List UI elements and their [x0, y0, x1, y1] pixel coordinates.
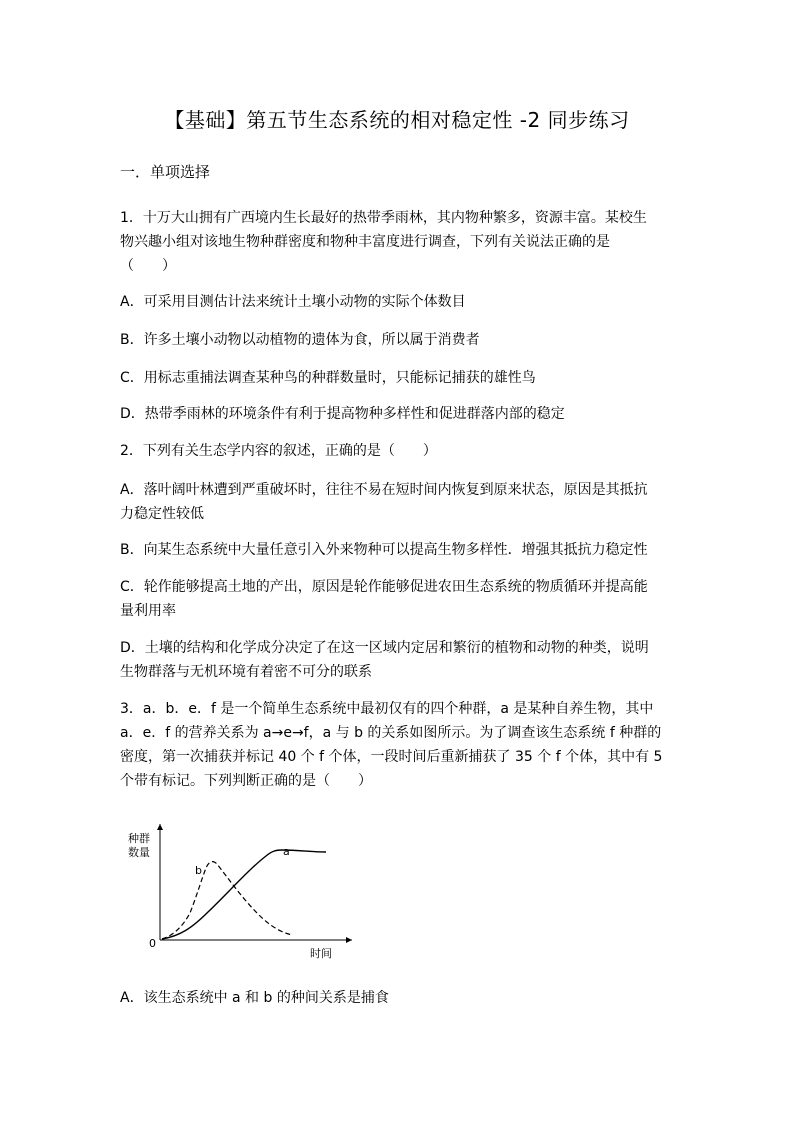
x-axis-label: 时间 [310, 947, 332, 960]
question-1-stem-line-1: 1．十万大山拥有广西境内生长最好的热带季雨林，其内物种繁多，资源丰富。某校生 [120, 210, 647, 226]
question-1-option-d: D．热带季雨林的环境条件有利于提高物种多样性和促进群落内部的稳定 [120, 406, 565, 422]
question-1-stem-line-3: （ ） [120, 258, 176, 274]
question-3-stem-line-1: 3．a．b．e．f 是一个简单生态系统中最初仅有的四个种群，a 是某种自养生物，其中 [120, 701, 654, 717]
origin-label: 0 [149, 937, 156, 950]
curve-b [162, 862, 292, 939]
question-3-stem-line-2: a．e．f 的营养关系为 a→e→f，a 与 b 的关系如图所示。为了调查该生态系统 f 种群的 [120, 725, 662, 741]
question-2-option-b: B．向某生态系统中大量任意引入外来物种可以提高生物多样性．增强其抵抗力稳定性 [120, 542, 648, 558]
y-axis-label-line-2: 数量 [128, 846, 150, 859]
question-2-option-a-line-1: A．落叶阔叶林遭到严重破坏时，往往不易在短时间内恢复到原来状态，原因是其抵抗 [120, 482, 648, 498]
population-curve-figure [120, 818, 370, 963]
question-3-stem-line-4: 个带有标记。下列判断正确的是（ ） [120, 773, 372, 789]
question-1-option-b: B．许多土壤小动物以动植物的遗体为食，所以属于消费者 [120, 332, 480, 348]
question-1-option-c: C．用标志重捕法调查某种鸟的种群数量时，只能标记捕获的雄性鸟 [120, 370, 536, 386]
curve-a-label: a [283, 845, 290, 858]
curve-b-label: b [195, 864, 202, 877]
question-2-option-c-line-2: 量利用率 [120, 603, 176, 619]
question-2-option-c-line-1: C．轮作能够提高土地的产出，原因是轮作能够促进农田生态系统的物质循环并提高能 [120, 579, 648, 595]
question-2-option-d-line-2: 生物群落与无机环境有着密不可分的联系 [120, 664, 372, 680]
question-3-stem-line-3: 密度，第一次捕获并标记 40 个 f 个体，一段时间后重新捕获了 35 个 f 个体，其中有 5 [120, 749, 663, 765]
question-2-option-a-line-2: 力稳定性较低 [120, 506, 204, 522]
y-axis-label-line-1: 种群 [128, 832, 150, 845]
question-2-stem: 2．下列有关生态学内容的叙述，正确的是（ ） [120, 443, 437, 459]
question-2-option-d-line-1: D．土壤的结构和化学成分决定了在这一区域内定居和繁衍的植物和动物的种类，说明 [120, 640, 649, 656]
question-1-stem-line-2: 物兴趣小组对该地生物种群密度和物种丰富度进行调查，下列有关说法正确的是 [120, 234, 610, 250]
question-1-option-a: A．可采用目测估计法来统计土壤小动物的实际个体数目 [120, 294, 466, 310]
curve-a [162, 850, 326, 939]
section-heading: 一．单项选择 [120, 163, 211, 181]
page-title: 【基础】第五节生态系统的相对稳定性 -2 同步练习 [164, 108, 630, 132]
question-3-option-a: A．该生态系统中 a 和 b 的种间关系是捕食 [120, 990, 389, 1006]
